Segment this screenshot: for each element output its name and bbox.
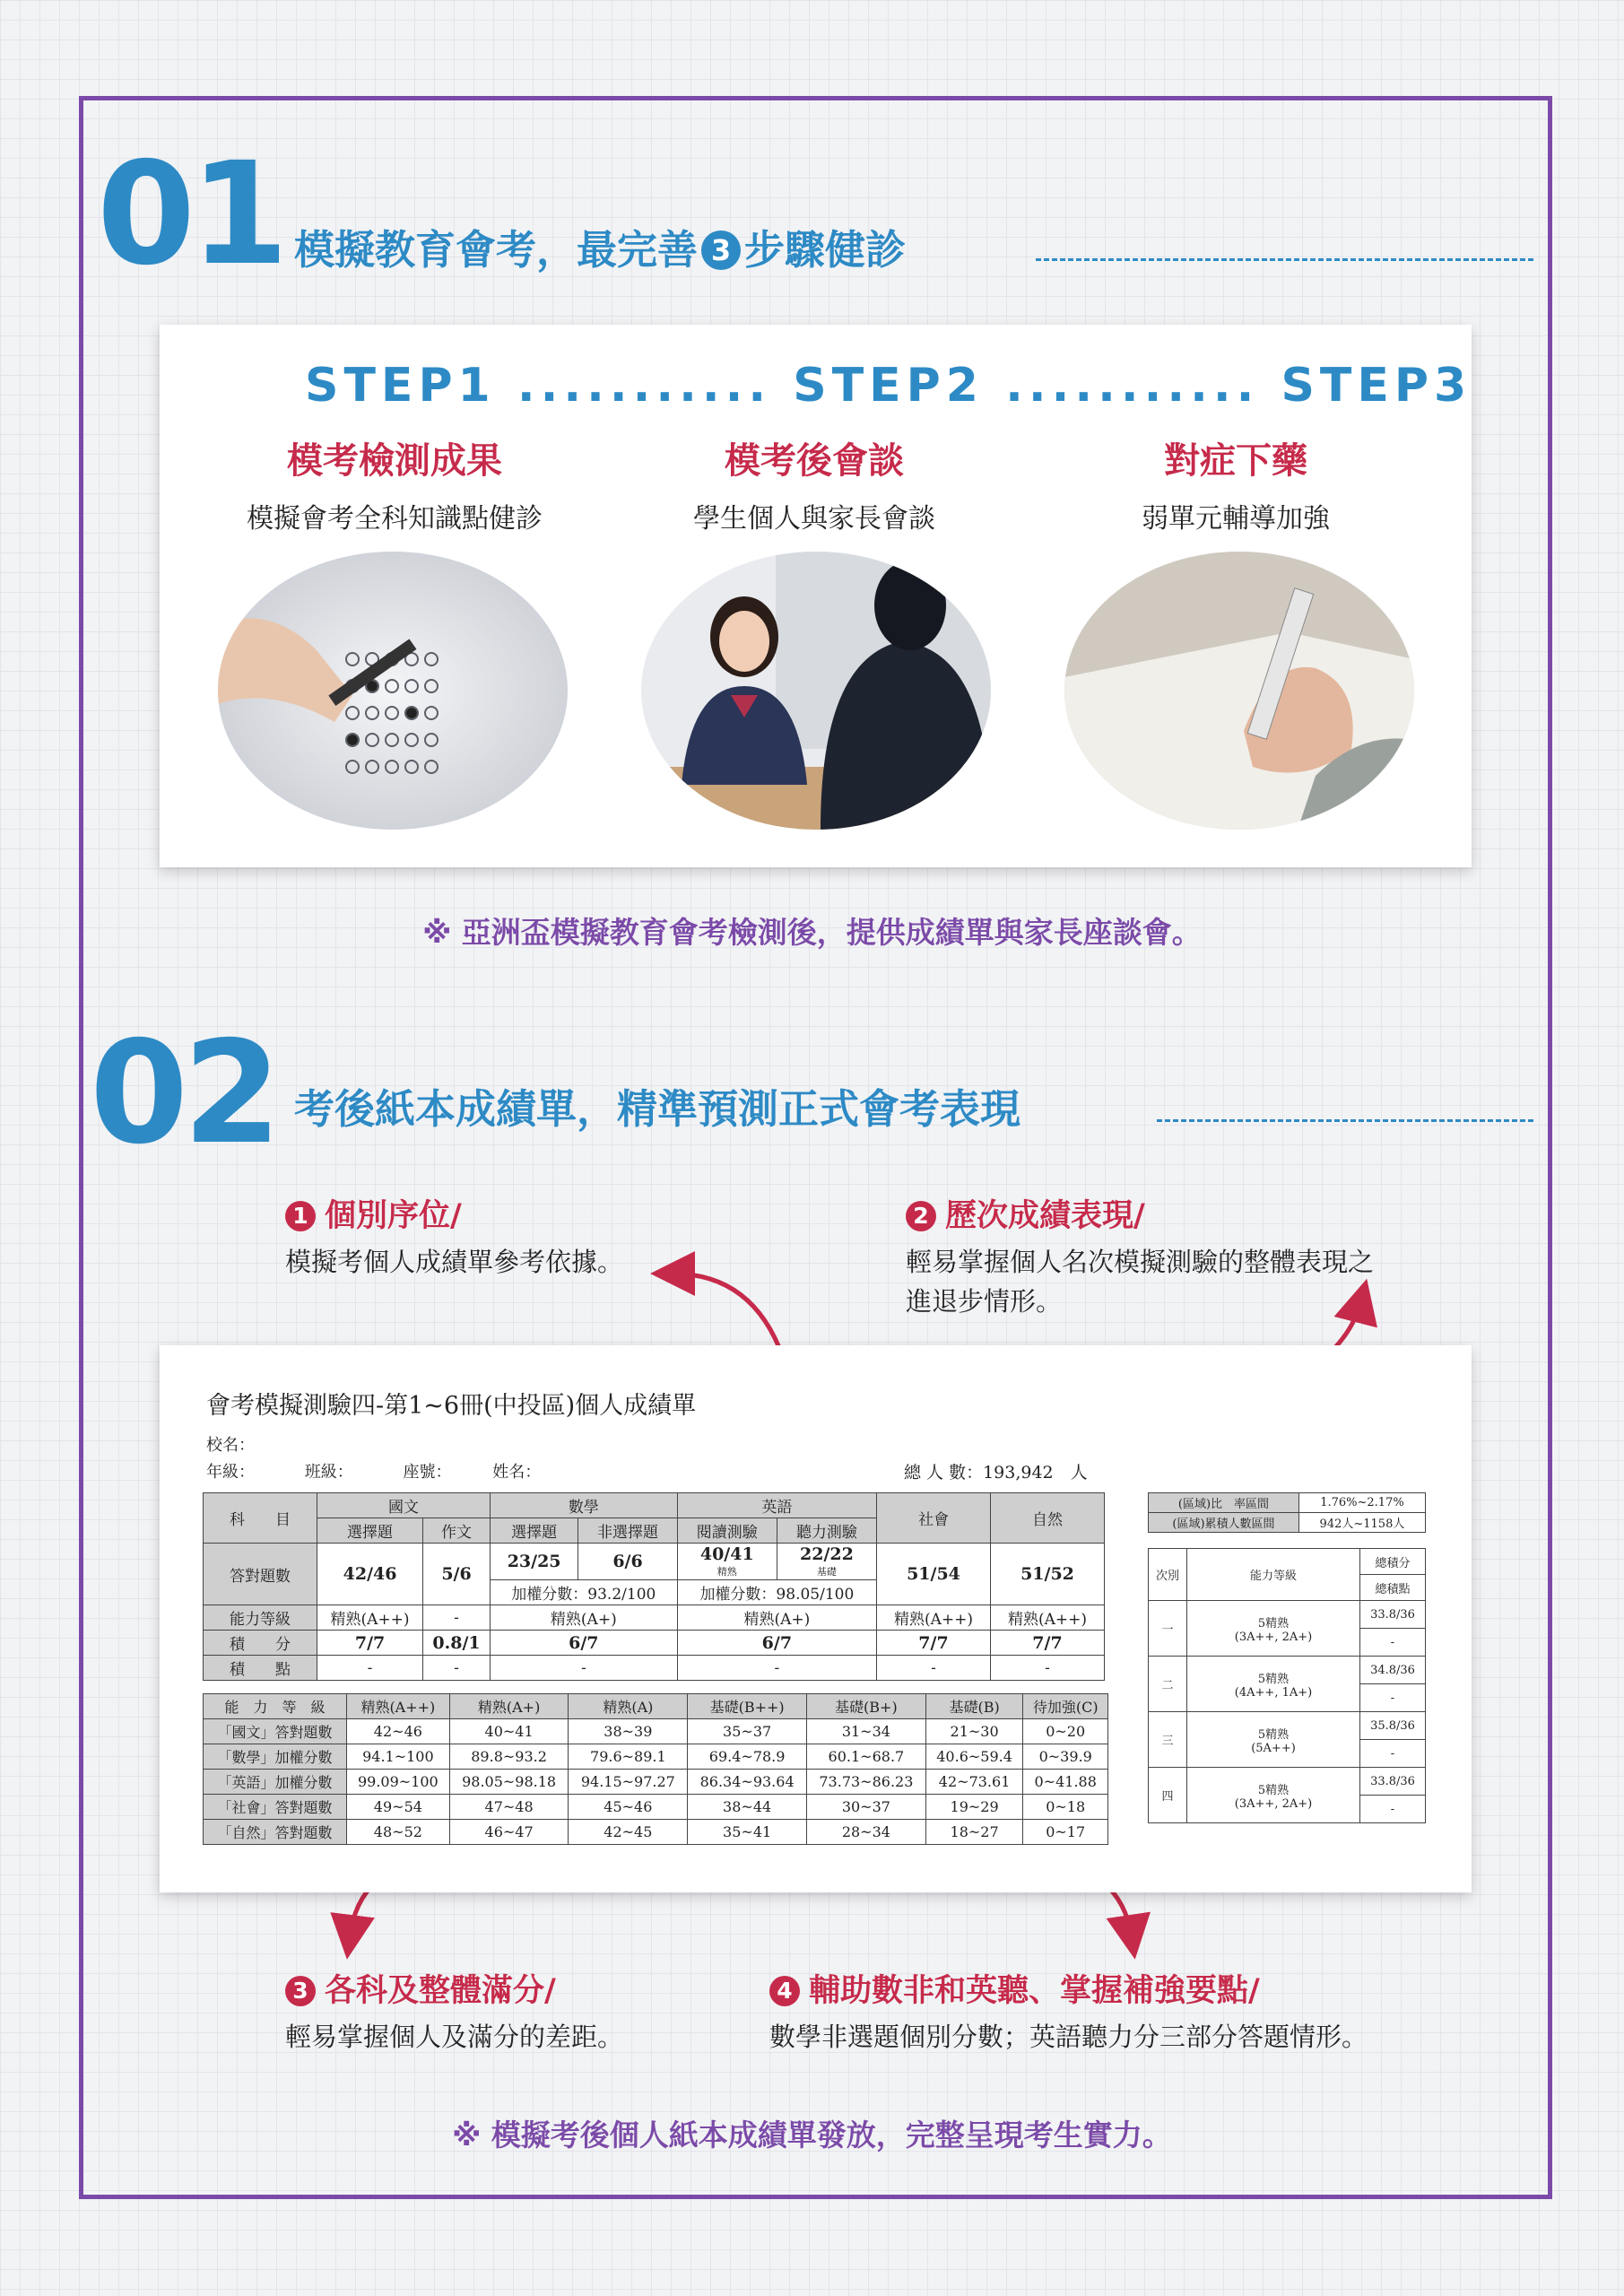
math-bonus: 加權分數：93.2/100 <box>490 1580 677 1605</box>
math-nmc-header: 非選擇題 <box>578 1518 677 1544</box>
level-header-1: 精熟(A++) <box>347 1694 450 1719</box>
step1-desc: 模擬會考全科知識點健診 <box>247 503 543 535</box>
english-read-correct: 40/41 精熟 <box>677 1544 777 1580</box>
level-header-0: 能 力 等 級 <box>204 1694 347 1719</box>
english-points: - <box>677 1656 876 1681</box>
science-correct: 51/52 <box>991 1544 1105 1605</box>
english-listen-correct: 22/22 基礎 <box>777 1544 876 1580</box>
chinese-level: 精熟(A++) <box>317 1605 423 1631</box>
history-col-no: 次別 <box>1149 1549 1187 1601</box>
table-row: 「英語」加權分數 99.09~100 98.05~98.18 94.15~97.27 86.34~93.64 73.73~86.23 42~73.61 0~41.88 <box>204 1770 1108 1795</box>
callout-4-number: 4 <box>769 1976 800 2006</box>
english-bonus: 加權分數：98.05/100 <box>677 1580 876 1605</box>
callout-1-title: 個別序位/ <box>325 1198 462 1234</box>
step3-desc: 弱單元輔導加強 <box>1142 503 1330 535</box>
callout-4-title: 輔助數非和英聽、掌握補強要點/ <box>809 1973 1260 2009</box>
chinese-points: - <box>317 1656 423 1681</box>
social-level: 精熟(A++) <box>877 1605 991 1631</box>
math-mc-correct: 23/25 <box>490 1544 578 1580</box>
social-correct: 51/54 <box>877 1544 991 1605</box>
name-label: 姓名： <box>492 1463 542 1482</box>
english-listen-header: 聽力測驗 <box>777 1518 876 1544</box>
seat-label: 座號： <box>403 1463 452 1482</box>
grade-label: 年級： <box>206 1463 255 1482</box>
student-info-row <box>206 1459 541 1483</box>
number-3-badge: 3 <box>701 230 741 270</box>
table-row: 一 5精熟 (3A++, 2A+) 33.8/36 <box>1149 1601 1426 1629</box>
essay-level: - <box>423 1605 491 1631</box>
science-level: 精熟(A++) <box>991 1605 1105 1631</box>
total-count: 總 人 數：193,942 人 <box>904 1463 1088 1483</box>
math-nmc-correct: 6/6 <box>578 1544 677 1580</box>
chinese-essay-correct: 5/6 <box>423 1544 491 1605</box>
callout-2-body-line2: 進退步情形。 <box>906 1285 1063 1317</box>
callout-3-body: 輕易掌握個人及滿分的差距。 <box>285 2022 624 2052</box>
math-header: 數學 <box>490 1493 677 1518</box>
callout-1-body: 模擬考個人成績單參考依據。 <box>285 1247 624 1277</box>
callout-4 <box>769 1966 1368 2057</box>
step2-title: 模考後會談 <box>725 440 904 482</box>
row-correct-label: 答對題數 <box>204 1544 317 1605</box>
section2-note: ※ 模擬考後個人紙本成績單發放，完整呈現考生實力。 <box>452 2118 1172 2152</box>
english-level: 精熟(A+) <box>677 1605 876 1631</box>
callout-1-number: 1 <box>285 1201 316 1231</box>
level-header-7: 待加強(C) <box>1023 1694 1108 1719</box>
social-score: 7/7 <box>877 1631 991 1656</box>
english-read-header: 閱讀測驗 <box>677 1518 777 1544</box>
chinese-mc-correct: 42/46 <box>317 1544 423 1605</box>
essay-points: - <box>423 1656 491 1681</box>
chinese-header: 國文 <box>317 1493 491 1518</box>
class-label: 班級： <box>304 1463 353 1482</box>
level-range-table <box>203 1693 1108 1845</box>
level-header-4: 基礎(B++) <box>688 1694 807 1719</box>
section1-note: ※ 亞洲盃模擬教育會考檢測後，提供成績單與家長座談會。 <box>422 915 1202 950</box>
science-points: - <box>991 1656 1105 1681</box>
region-ratio-label: (區域)比 率區間 <box>1149 1493 1299 1513</box>
row-score-label: 積 分 <box>204 1631 317 1656</box>
history-col-points: 總積點 <box>1360 1575 1426 1601</box>
callout-2-number: 2 <box>906 1201 936 1231</box>
callout-3 <box>285 1966 623 2057</box>
row-level-label: 能力等級 <box>204 1605 317 1631</box>
math-score: 6/7 <box>490 1631 677 1656</box>
callout-4-body: 數學非選題個別分數；英語聽力分三部分答題情形。 <box>769 2022 1368 2052</box>
section2-title: 考後紙本成績單，精準預測正式會考表現 <box>294 1085 1021 1133</box>
callout-2-body-line1: 輕易掌握個人名次模擬測驗的整體表現之 <box>906 1247 1375 1277</box>
chinese-essay-header: 作文 <box>423 1518 491 1544</box>
table-row: 「社會」答對題數 49~54 47~48 45~46 38~44 30~37 19~29 0~18 <box>204 1795 1108 1820</box>
region-table <box>1148 1492 1426 1533</box>
chinese-score: 7/7 <box>317 1631 423 1656</box>
region-ratio-value: 1.76%~2.17% <box>1298 1493 1425 1513</box>
row-points-label: 積 點 <box>204 1656 317 1681</box>
report-title: 會考模擬測驗四-第1~6冊(中投區)個人成績單 <box>206 1392 697 1420</box>
science-score: 7/7 <box>991 1631 1105 1656</box>
table-row: 三 5精熟 (5A++) 35.8/36 <box>1149 1712 1426 1740</box>
step1-title: 模考檢測成果 <box>287 440 502 482</box>
level-header-6: 基礎(B) <box>925 1694 1023 1719</box>
steps-label-line: STEP1 ........... STEP2 ........... STEP3 <box>305 359 1472 413</box>
social-points: - <box>877 1656 991 1681</box>
section1-title-part1: 模擬教育會考，最完善 <box>294 226 699 274</box>
step2-desc: 學生個人與家長會談 <box>693 503 935 535</box>
section2-number: 02 <box>90 1011 276 1176</box>
subject-header: 科 目 <box>204 1493 317 1544</box>
region-count-value: 942人~1158人 <box>1298 1513 1425 1533</box>
table-row: 「國文」答對題數 42~46 40~41 38~39 35~37 31~34 21~30 0~20 <box>204 1719 1108 1744</box>
section1-number: 01 <box>97 132 283 297</box>
table-row: 四 5精熟 (3A++, 2A+) 33.8/36 <box>1149 1768 1426 1796</box>
essay-score: 0.8/1 <box>423 1631 491 1656</box>
table-row: 「數學」加權分數 94.1~100 89.8~93.2 79.6~89.1 69.4~78.9 60.1~68.7 40.6~59.4 0~39.9 <box>204 1744 1108 1770</box>
callout-3-number: 3 <box>285 1976 316 2006</box>
table-row: 「自然」答對題數 48~52 46~47 42~45 35~41 28~34 18~27 0~17 <box>204 1820 1108 1845</box>
step3-title: 對症下藥 <box>1164 440 1307 482</box>
science-header: 自然 <box>991 1493 1105 1544</box>
english-score: 6/7 <box>677 1631 876 1656</box>
callout-2-title: 歷次成績表現/ <box>945 1198 1145 1234</box>
math-mc-header: 選擇題 <box>490 1518 578 1544</box>
level-header-3: 精熟(A) <box>569 1694 688 1719</box>
english-header: 英語 <box>677 1493 876 1518</box>
chinese-mc-header: 選擇題 <box>317 1518 423 1544</box>
region-count-label: (區域)累積人數區間 <box>1149 1513 1299 1533</box>
table-row: 二 5精熟 (4A++, 1A+) 34.8/36 <box>1149 1657 1426 1684</box>
history-table: 次別 能力等級 總積分 總積點 一 5精熟 (3A++, 2A+) 33.8/36 - 二 5精熟 (4A++, 1A+) 34.8/36 - 三 5精熟 (5A++) 35.8/36 - 四 5精熟 (3A++, 2A+) 33.8/36 - <box>1148 1548 1426 1823</box>
math-points: - <box>490 1656 677 1681</box>
math-level: 精熟(A+) <box>490 1605 677 1631</box>
score-table <box>203 1492 1105 1681</box>
section1-title-part2: 步驟健診 <box>744 226 907 274</box>
level-header-2: 精熟(A+) <box>449 1694 569 1719</box>
callout-3-title: 各科及整體滿分/ <box>325 1973 556 2009</box>
history-col-total: 總積分 <box>1360 1549 1426 1575</box>
social-header: 社會 <box>877 1493 991 1544</box>
level-header-5: 基礎(B+) <box>807 1694 926 1719</box>
school-label: 校名： <box>206 1436 255 1455</box>
history-col-level: 能力等級 <box>1187 1549 1360 1601</box>
